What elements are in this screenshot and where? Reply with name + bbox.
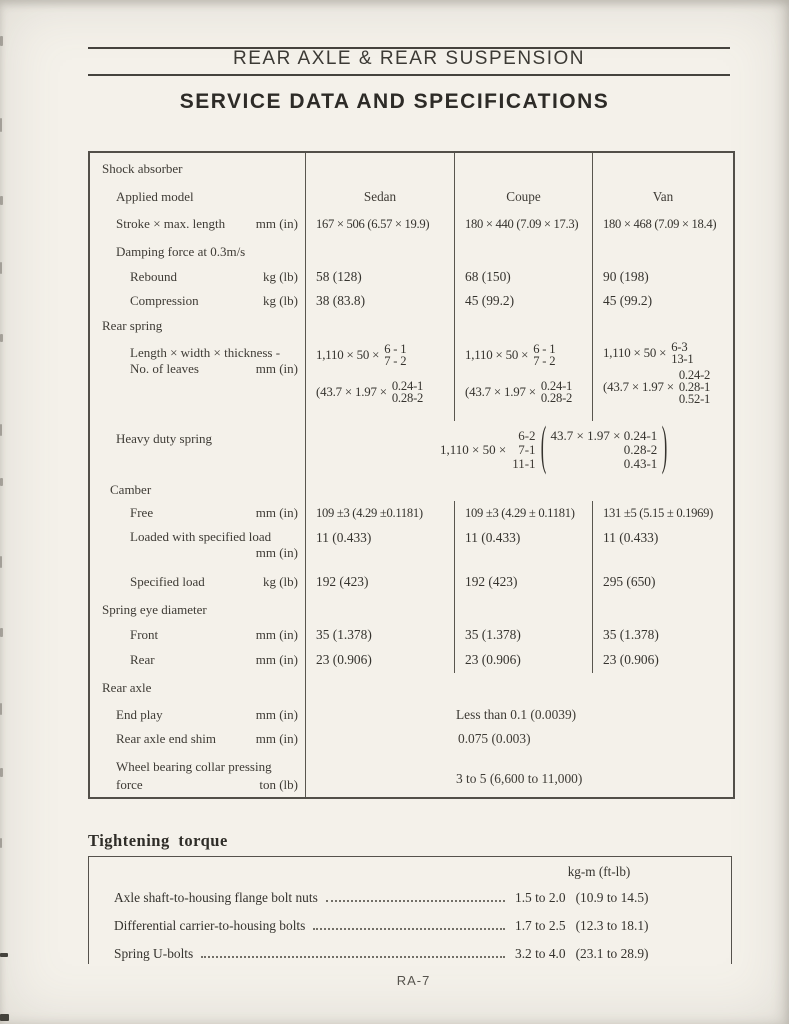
row-unit: mm (in)	[255, 216, 298, 231]
cell-end-play-value: Less than 0.1 (0.0039)	[456, 707, 577, 722]
row-unit: ton (lb)	[259, 777, 298, 792]
col-header-van: Van	[592, 185, 733, 209]
torque-metric: 1.7 to 2.5	[515, 918, 566, 933]
cell-stroke-sedan: 167 × 506 (6.57 × 19.9)	[316, 216, 430, 231]
cell-rebound-coupe: 68 (150)	[454, 265, 592, 289]
leaf-count-stack: 0.24-1 0.28-2	[540, 379, 573, 405]
cell-eye-front-coupe: 35 (1.378)	[454, 623, 592, 647]
torque-unit-header: kg-m (ft-lb)	[567, 864, 631, 879]
big-paren-close: )	[662, 419, 668, 477]
row-applied-model	[90, 185, 733, 209]
cell-camber-loaded-sedan: 11 (0.433)	[316, 530, 372, 545]
cell-end-shim-value: 0.075 (0.003)	[458, 731, 531, 746]
cell-heavy-duty-value: 1,110 × 50 × 6-2 7-1 11-1 ( 43.7 × 1.97 × 0.24-1 0.28-2 0.43-1 )	[306, 421, 733, 479]
cell-rebound-van: 90 (198)	[592, 265, 733, 289]
spec-table	[88, 151, 735, 799]
page-number: RA-7	[396, 973, 431, 988]
scan-artifact	[0, 334, 3, 342]
cell-stroke-coupe: 180 × 440 (7.09 × 17.3)	[454, 209, 592, 239]
leaf-count-stack: 0.24-1 0.28-2	[391, 379, 424, 405]
torque-title: Tightening torque	[88, 831, 228, 850]
scan-artifact	[0, 556, 2, 568]
big-paren-open: (	[540, 419, 546, 477]
torque-row	[89, 890, 731, 908]
leaves-label-line1: Length × width × thickness -	[130, 345, 281, 360]
row-camber-loaded	[90, 525, 733, 567]
torque-metric: 1.5 to 2.0	[515, 890, 566, 905]
row-end-play	[90, 703, 733, 727]
section-rear-axle: Rear axle	[90, 673, 306, 703]
row-unit: mm (in)	[255, 652, 298, 667]
scan-artifact	[0, 1014, 9, 1021]
cell-compression-coupe: 45 (99.2)	[454, 289, 592, 313]
scan-artifact	[0, 118, 2, 132]
torque-item-label: Differential carrier-to-housing bolts	[114, 918, 306, 933]
heavy-duty-inch-block: 43.7 × 1.97 × 0.24-1 0.28-2 0.43-1	[550, 428, 658, 471]
row-leaves	[90, 339, 733, 421]
row-label: Stroke × max. length	[116, 216, 226, 231]
leaf-count-stack: 6-2 7-1 11-1	[512, 428, 536, 471]
row-heavy-duty-spring	[90, 421, 733, 479]
row-label: Specified load	[130, 574, 205, 589]
row-camber-free	[90, 501, 733, 525]
section-rear-spring: Rear spring	[90, 313, 306, 339]
row-unit: kg (lb)	[262, 574, 298, 589]
cell-stroke-van: 180 × 468 (7.09 × 18.4)	[592, 209, 733, 239]
row-unit: mm (in)	[255, 505, 298, 520]
row-eye-rear	[90, 647, 733, 673]
col-header-sedan: Sedan	[363, 189, 397, 204]
row-label: Heavy duty spring	[116, 431, 213, 446]
cell-camber-free-sedan: 109 ±3 (4.29 ±0.1181)	[316, 505, 423, 520]
leaf-count-stack: 6 - 1 7 - 2	[384, 342, 407, 368]
row-unit: mm (in)	[255, 731, 298, 746]
leaves-label-line2: No. of leaves	[130, 361, 199, 376]
cell-compression-sedan: 38 (83.8)	[316, 293, 366, 308]
applied-model-label: Applied model	[90, 185, 306, 209]
row-unit: mm (in)	[255, 545, 298, 560]
scan-artifact	[0, 262, 2, 274]
cell-eye-rear-van: 23 (0.906)	[592, 647, 733, 673]
header-rule-bottom	[88, 74, 730, 76]
cell-camber-free-van: 131 ±5 (5.15 ± 0.1969)	[592, 501, 733, 525]
torque-item-label: Axle shaft-to-housing flange bolt nuts	[114, 890, 318, 905]
torque-row	[89, 918, 731, 936]
cell-leaves-coupe: 1,110 × 50 × 6 - 1 7 - 2 (43.7 × 1.97 × 0.24-1 0.28-2	[454, 339, 592, 421]
cell-specified-load-sedan: 192 (423)	[316, 574, 369, 589]
row-rear-axle	[90, 673, 733, 703]
row-eye-front	[90, 623, 733, 647]
row-specified-load	[90, 567, 733, 597]
leaf-count-stack: 0.24-2 0.28-1 0.52-1	[678, 368, 711, 406]
cell-camber-loaded-coupe: 11 (0.433)	[454, 525, 592, 567]
row-spring-eye	[90, 597, 733, 623]
dotted-leader	[201, 956, 505, 958]
row-unit: mm (in)	[255, 707, 298, 722]
row-label: End play	[116, 707, 163, 722]
row-bearing-force	[90, 751, 733, 797]
cell-eye-rear-sedan: 23 (0.906)	[316, 652, 372, 667]
row-label: Free	[130, 505, 154, 520]
row-unit: kg (lb)	[262, 269, 298, 284]
torque-imperial: (10.9 to 14.5)	[575, 890, 649, 905]
row-label: Rebound	[130, 269, 177, 284]
row-camber	[90, 479, 733, 501]
cell-rebound-sedan: 58 (128)	[316, 269, 362, 284]
scan-artifact	[0, 703, 2, 715]
torque-metric: 3.2 to 4.0	[515, 946, 566, 961]
cell-eye-rear-coupe: 23 (0.906)	[454, 647, 592, 673]
cell-leaves-sedan: 1,110 × 50 × 6 - 1 7 - 2 (43.7 × 1.97 × 0.24-1 0.28-2	[316, 342, 424, 405]
cell-specified-load-coupe: 192 (423)	[454, 567, 592, 597]
cell-eye-front-sedan: 35 (1.378)	[316, 627, 372, 642]
scan-artifact	[0, 36, 3, 46]
col-header-coupe: Coupe	[454, 185, 592, 209]
section-shock-absorber: Shock absorber	[90, 153, 306, 185]
cell-camber-loaded-van: 11 (0.433)	[592, 525, 733, 567]
cell-camber-free-coupe: 109 ±3 (4.29 ± 0.1181)	[454, 501, 592, 525]
scan-artifact	[0, 196, 3, 205]
torque-row	[89, 946, 731, 964]
row-label: Front	[130, 627, 159, 642]
scan-artifact	[0, 768, 3, 777]
dotted-leader	[313, 928, 505, 930]
damping-label: Damping force at 0.3m/s	[90, 239, 306, 265]
row-damping-force	[90, 239, 733, 265]
row-label-line2: force	[116, 777, 143, 792]
row-label: Rear	[130, 652, 155, 667]
row-end-shim	[90, 727, 733, 751]
scan-artifact	[0, 838, 2, 848]
row-unit: mm (in)	[255, 627, 298, 642]
row-rebound	[90, 265, 733, 289]
torque-imperial: (23.1 to 28.9)	[575, 946, 649, 961]
leaf-count-stack: 6 - 1 7 - 2	[533, 342, 556, 368]
cell-bearing-value: 3 to 5 (6,600 to 11,000)	[456, 771, 583, 786]
row-label-line1: Wheel bearing collar pressing	[116, 759, 272, 774]
row-unit: kg (lb)	[262, 293, 298, 308]
row-label: Rear axle end shim	[116, 731, 216, 746]
cell-eye-front-van: 35 (1.378)	[592, 623, 733, 647]
cell-leaves-van: 1,110 × 50 × 6-3 13-1 (43.7 × 1.97 × 0.24-2 0.28-1 0.52-1	[592, 339, 733, 421]
section-spring-eye: Spring eye diameter	[90, 597, 306, 623]
row-compression	[90, 289, 733, 313]
row-unit: mm (in)	[255, 361, 298, 376]
chapter-title: REAR AXLE & REAR SUSPENSION	[233, 48, 585, 69]
cell-specified-load-van: 295 (650)	[592, 567, 733, 597]
row-shock-absorber	[90, 153, 733, 185]
torque-imperial: (12.3 to 18.1)	[575, 918, 649, 933]
row-label: Loaded with specified load	[130, 529, 272, 544]
cell-compression-van: 45 (99.2)	[592, 289, 733, 313]
scan-artifact	[0, 953, 8, 957]
dotted-leader	[326, 900, 505, 902]
section-camber: Camber	[90, 479, 306, 501]
leaf-count-stack: 6-3 13-1	[671, 340, 694, 366]
scan-artifact	[0, 424, 2, 436]
row-stroke	[90, 209, 733, 239]
row-rear-spring	[90, 313, 733, 339]
scan-artifact	[0, 478, 3, 486]
torque-item-label: Spring U-bolts	[114, 946, 194, 961]
row-label: Compression	[130, 293, 199, 308]
scan-artifact	[0, 628, 3, 637]
torque-table	[88, 856, 732, 964]
page-title: SERVICE DATA AND SPECIFICATIONS	[179, 90, 610, 113]
